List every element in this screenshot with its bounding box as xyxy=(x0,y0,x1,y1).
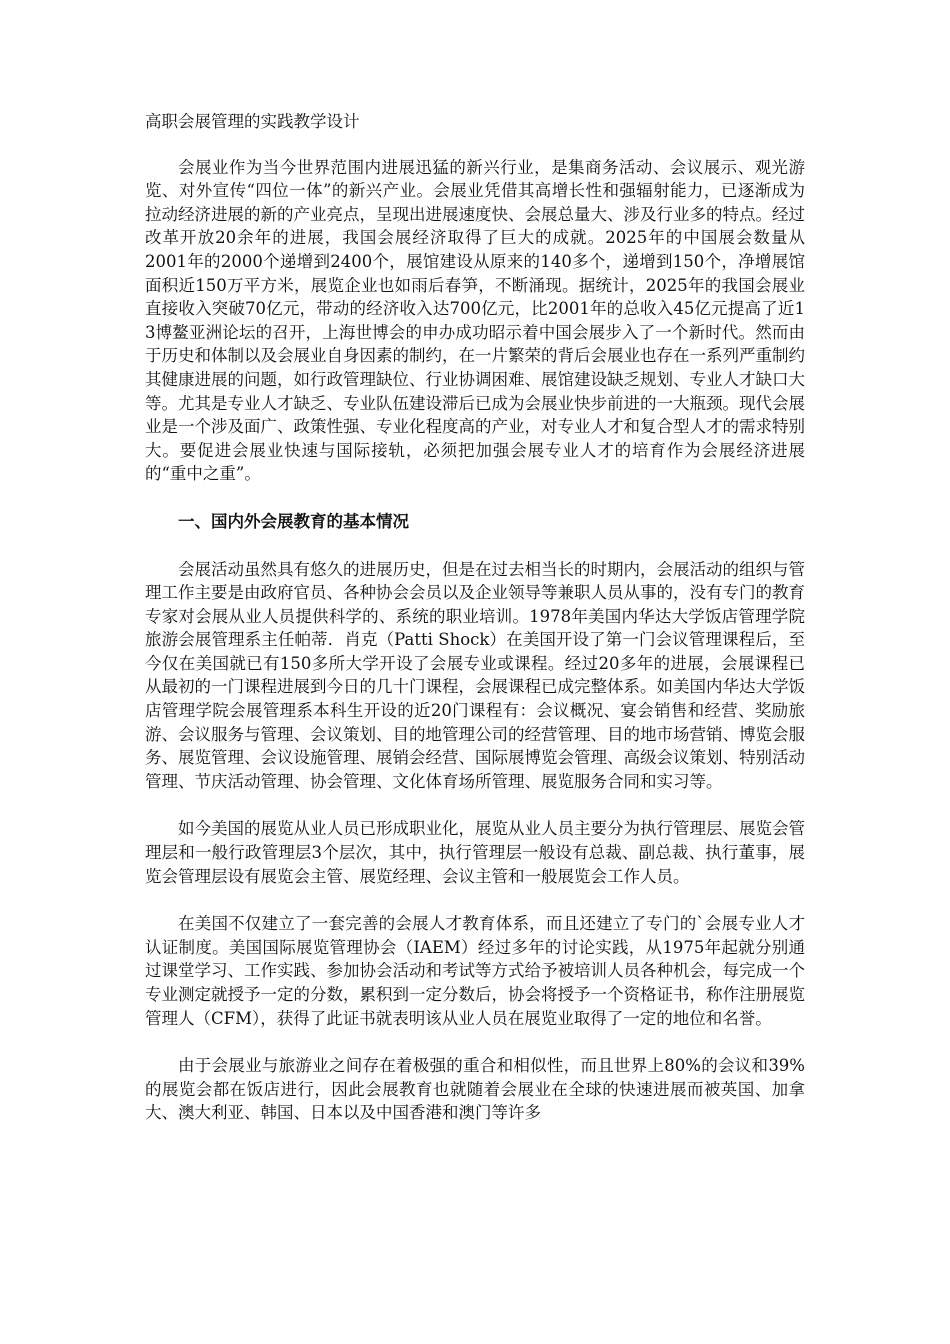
body-paragraph: 会展活动虽然具有悠久的进展历史，但是在过去相当长的时期内，会展活动的组织与管理工作主要是由政府官员、各种协会会员以及企业领导等兼职人员从事的，没有专门的教育专家对会展从业人员提供科学的、系统的职业培训。1978年美国内华达大学饭店管理学院旅游会展管理系主任帕蒂．肖克（Patti Shock）在美国开设了第一门会议管理课程后，至今仅在美国就已有150多所大学开设了会展专业或课程。经过20多年的进展，会展课程已从最初的一门课程进展到今日的几十门课程，会展课程已成完整体系。如美国内华达大学饭店管理学院会展管理系本科生开设的近20门课程有：会议概况、宴会销售和经营、奖励旅游、会议服务与管理、会议策划、目的地管理公司的经营管理、目的地市场营销、博览会服务、展览管理、会议设施管理、展销会经营、国际展博览会管理、高级会议策划、特别活动管理、节庆活动管理、协会管理、文化体育场所管理、展览服务合同和实习等。 xyxy=(145,559,805,791)
body-paragraph: 由于会展业与旅游业之间存在着极强的重合和相似性，而且世界上80%的会议和39%的展览会都在饭店进行，因此会展教育也就随着会展业在全球的快速进展而被英国、加拿大、澳大利亚、韩国、日本以及中国香港和澳门等许多 xyxy=(145,1056,805,1123)
section-heading: 一、国内外会展教育的基本情况 xyxy=(178,511,409,531)
body-paragraph: 如今美国的展览从业人员已形成职业化，展览从业人员主要分为执行管理层、展览会管理层和一般行政管理层3个层次，其中，执行管理层一般设有总裁、副总裁、执行董事，展览会管理层设有展览会主管、展览经理、会议主管和一般展览会工作人员。 xyxy=(145,819,805,886)
document-page xyxy=(145,110,805,1149)
intro-paragraph: 会展业作为当今世界范围内进展迅猛的新兴行业，是集商务活动、会议展示、观光游览、对外宣传“四位一体”的新兴产业。会展业凭借其高增长性和强辐射能力，已逐渐成为拉动经济进展的新的产业亮点，呈现出进展速度快、会展总量大、涉及行业多的特点。经过改革开放20余年的进展，我国会展经济取得了巨大的成就。2025年的中国展会数量从2001年的2000个递增到2400个，展馆建设从原来的140多个，递增到150个，净增展馆面积近150万平方米，展览企业也如雨后春笋，不断涌现。据统计，2025年的我国会展业直接收入突破70亿元，带动的经济收入达700亿元，比2001年的总收入45亿元提高了近1 3博鳌亚洲论坛的召开，上海世博会的申办成功昭示着中国会展步入了一个新时代。然而由于历史和体制以及会展业自身因素的制约，在一片繁荣的背后会展业也存在一系列严重制约其健康进展的问题，如行政管理缺位、行业协调困难、展馆建设缺乏规划、专业人才缺口大等。尤其是专业人才缺乏、专业队伍建设滞后已成为会展业快步前进的一大瓶颈。现代会展业是一个涉及面广、政策性强、专业化程度高的产业，对专业人才和复合型人才的需求特别大。要促进会展业快速与国际接轨，必须把加强会展专业人才的培育作为会展经济进展的“重中之重”。 xyxy=(145,157,805,484)
document-title: 高职会展管理的实践教学设计 xyxy=(145,112,360,131)
body-paragraph: 在美国不仅建立了一套完善的会展人才教育体系，而且还建立了专门的`会展专业人才认证制度。美国国际展览管理协会（IAEM）经过多年的讨论实践，从1975年起就分别通过课堂学习、工作实践、参加协会活动和考试等方式给予被培训人员各种机会，每完成一个专业测定就授予一定的分数，累积到一定分数后，协会将授予一个资格证书，称作注册展览管理人（CFM），获得了此证书就表明该从业人员在展览业取得了一定的地位和名誉。 xyxy=(145,914,805,1028)
